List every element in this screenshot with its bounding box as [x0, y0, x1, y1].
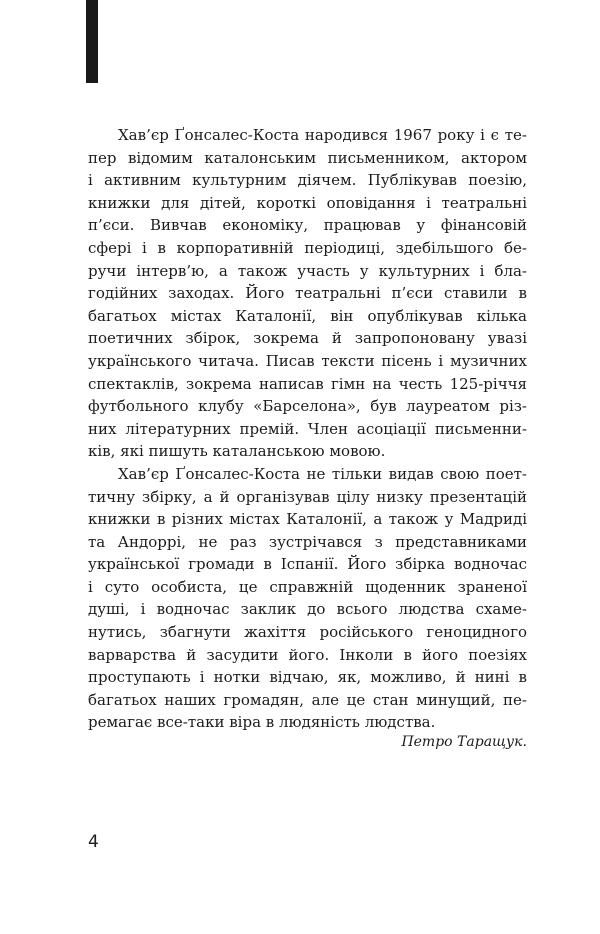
body-text	[88, 124, 527, 734]
decorative-edge-bar	[86, 0, 98, 83]
text-line: спектаклів, зокрема написав гімн на честь 125-річчя	[88, 374, 527, 393]
text-line: і активним культурним діячем. Публікував поезію,	[88, 171, 527, 190]
page-number: 4	[88, 832, 99, 852]
text-line: Хав’єр Ґонсалес-Коста не тільки видав свою поет-	[118, 464, 527, 483]
text-line: Хав’єр Ґонсалес-Коста народився 1967 року і є те-	[118, 126, 527, 144]
text-line: поетичних збірок, зокрема й запропоновану увазі	[88, 329, 527, 348]
text-line: футбольного клубу «Барселона», був лауреатом різ-	[88, 397, 527, 416]
text-line: і суто особиста, це справжній щоденник зраненої	[88, 577, 527, 596]
text-line: душі, і водночас заклик до всього людства схаме-	[88, 600, 527, 619]
text-line: ремагає все-таки віра в людяність людства.	[88, 713, 436, 732]
text-line: та Андоррі, не раз зустрічався з представниками	[88, 532, 527, 551]
text-line: ручи інтерв’ю, а також участь у культурних і бла-	[88, 261, 527, 280]
text-line: книжки для дітей, короткі оповідання і театральні	[88, 193, 527, 212]
paragraph-1	[88, 124, 527, 463]
text-line: українського читача. Писав тексти пісень і музичних	[88, 351, 527, 370]
text-line: української громади в Іспанії. Його збірка водночас	[88, 555, 527, 574]
paragraph-2	[88, 463, 527, 734]
text-line: книжки в різних містах Каталонії, а також у Мадриді	[88, 510, 527, 529]
text-line: сфері і в корпоративній періодиці, здебільшого бе-	[88, 238, 527, 257]
text-line: нутись, збагнути жахіття російського геноцидного	[88, 623, 527, 642]
author-signature: Петро Таращук.	[401, 734, 527, 750]
text-line: них літературних премій. Член асоціації письменни-	[88, 419, 527, 438]
text-line: проступають і нотки відчаю, як, можливо, й нині в	[88, 668, 527, 687]
text-line: ків, які пишуть каталанською мовою.	[88, 442, 386, 461]
text-line: багатьох наших громадян, але це стан минущий, пе-	[88, 690, 527, 709]
text-line: годійних заходах. Його театральні п’єси ставили в	[88, 284, 527, 303]
text-line: п’єси. Вивчав економіку, працював у фінансовій	[88, 216, 527, 235]
text-line: пер відомим каталонським письменником, актором	[88, 148, 527, 167]
text-line: багатьох містах Каталонії, він опублікував кілька	[88, 306, 527, 325]
text-line: варварства й засудити його. Інколи в його поезіях	[88, 645, 527, 664]
text-line: тичну збірку, а й організував цілу низку презентацій	[88, 487, 527, 506]
